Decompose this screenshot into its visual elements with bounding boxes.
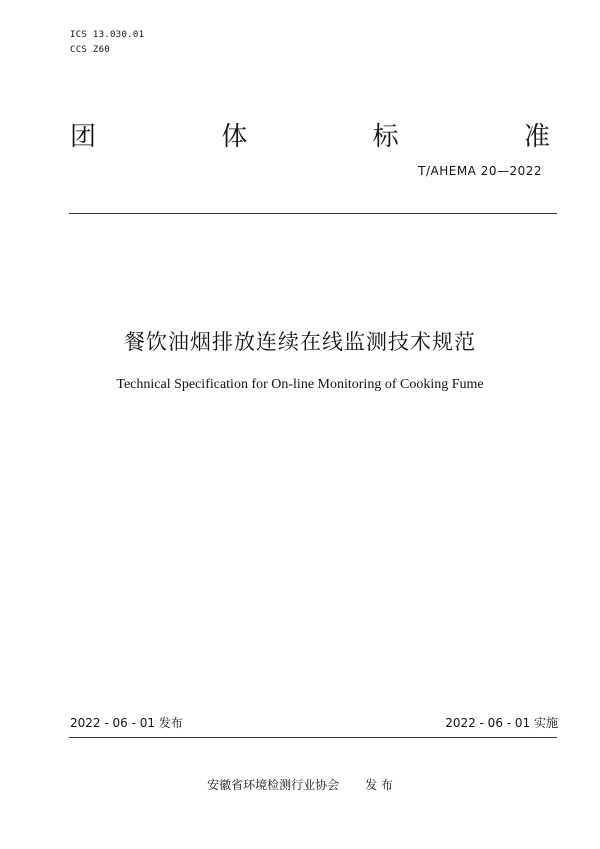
bottom-divider xyxy=(69,737,557,738)
standard-number: T/AHEMA 20—2022 xyxy=(418,164,542,178)
document-type-char: 团 xyxy=(70,122,97,152)
document-type-char: 体 xyxy=(221,122,248,152)
document-type-heading xyxy=(70,116,550,152)
title-chinese: 餐饮油烟排放连续在线监测技术规范 xyxy=(124,330,476,354)
top-divider xyxy=(69,213,557,214)
document-type-char: 标 xyxy=(372,122,399,152)
ccs-code: CCS Z60 xyxy=(70,45,111,55)
title-english: Technical Specification for On-line Monitoring of Cooking Fume xyxy=(116,377,484,392)
publisher-line xyxy=(0,776,600,793)
document-type-char: 准 xyxy=(523,122,550,152)
publisher-name: 安徽省环境检测行业协会 xyxy=(207,778,340,792)
implementation-date: 2022 - 06 - 01 实施 xyxy=(445,716,558,730)
ics-code: ICS 13.030.01 xyxy=(70,30,145,40)
publisher-action: 发 布 xyxy=(365,778,393,792)
issue-date: 2022 - 06 - 01 发布 xyxy=(70,716,183,730)
